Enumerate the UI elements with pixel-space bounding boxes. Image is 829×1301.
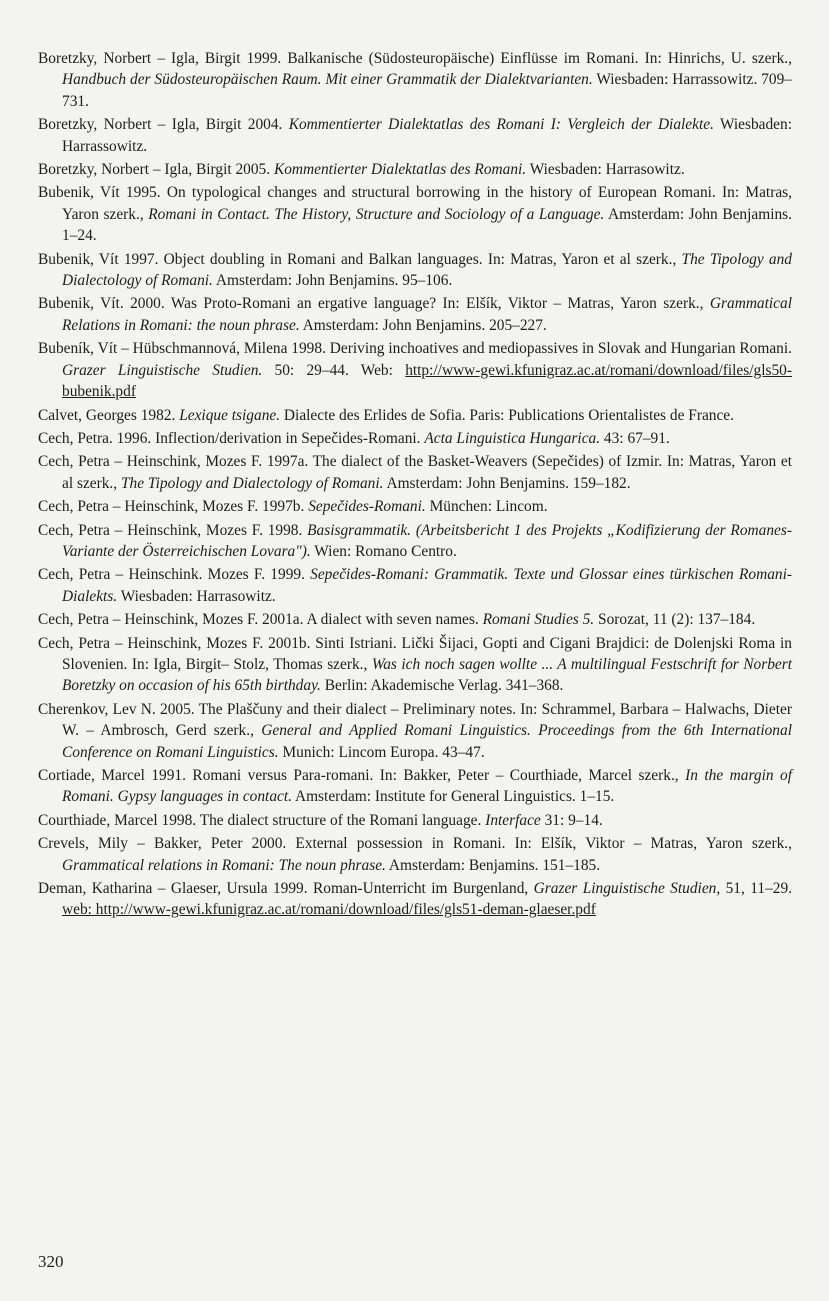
- reference-entry: Boretzky, Norbert – Igla, Birgit 2004. Kommentierter Dialektatlas des Romani I: Vergleich der Dialekte. Wiesbaden: Harrassowitz.: [38, 116, 792, 155]
- reference-entry: Cech, Petra. 1996. Inflection/derivation in Sepečides-Romani. Acta Linguistica Hungarica. 43: 67–91.: [38, 429, 670, 447]
- reference-entry: Deman, Katharina – Glaeser, Ursula 1999. Roman-Unterricht im Burgenland, Grazer Linguistische Studien, 51, 11–29. web: http://www-gewi.kfunigraz.ac.at/romani/download/files/gls51-deman-glaeser.pdf: [38, 880, 793, 919]
- reference-entry: Crevels, Mily – Bakker, Peter 2000. External possession in Romani. In: Elšík, Viktor – Matras, Yaron szerk., Grammatical relations in Romani: The noun phrase. Amsterdam: Benjamins. 151–185.: [38, 835, 792, 874]
- reference-entry: Bubenik, Vít. 2000. Was Proto-Romani an ergative language? In: Elšík, Viktor – Matras, Yaron szerk., Grammatical Relations in Romani: the noun phrase. Amsterdam: John Benjamins. 205–227.: [38, 295, 792, 334]
- reference-entry: Bubenik, Vít 1997. Object doubling in Romani and Balkan languages. In: Matras, Yaron et al szerk., The Tipology and Dialectology of Romani. Amsterdam: John Benjamins. 95–106.: [38, 250, 792, 290]
- reference-entry: Cherenkov, Lev N. 2005. The Plaščuny and their dialect – Preliminary notes. In: Schrammel, Barbara – Halwachs, Dieter W. – Ambrosch, Gerd szerk., General and Applied Romani Linguistics. Proceedings from the 6th International Conference on Romani Linguistics. Munich: Lincom Europa. 43–47.: [38, 700, 792, 761]
- reference-entry: Boretzky, Norbert – Igla, Birgit 2005. Kommentierter Dialektatlas des Romani. Wiesbaden: Harrasowitz.: [38, 161, 685, 179]
- reference-entry: Courthiade, Marcel 1998. The dialect structure of the Romani language. Interface 31: 9–14.: [38, 811, 603, 829]
- reference-link[interactable]: http://www-gewi.kfunigraz.ac.at/romani/download/files/gls50-bubenik.pdf: [62, 361, 792, 401]
- reference-entry: Calvet, Georges 1982. Lexique tsigane. Dialecte des Erlides de Sofia. Paris: Publications Orientalistes de France.: [38, 406, 734, 424]
- reference-entry: Cech, Petra – Heinschink, Mozes F. 1997b. Sepečides-Romani. München: Lincom.: [38, 498, 548, 516]
- reference-entry: Bubeník, Vít – Hübschmannová, Milena 1998. Deriving inchoatives and mediopassives in Slovak and Hungarian Romani. Grazer Linguistische Studien. 50: 29–44. Web: http://www-gewi.kfunigraz.ac.at/romani/download/files/gls50-bubenik.pdf: [38, 340, 792, 401]
- reference-entry: Cech, Petra – Heinschink, Mozes F. 2001a. A dialect with seven names. Romani Studies 5. Sorozat, 11 (2): 137–184.: [38, 611, 756, 629]
- reference-entry: Cech, Petra – Heinschink. Mozes F. 1999. Sepečides-Romani: Grammatik. Texte und Glossar eines türkischen Romani-Dialekts. Wiesbaden: Harrasowitz.: [38, 566, 792, 605]
- bibliography-list: [38, 48, 792, 923]
- reference-link[interactable]: web: http://www-gewi.kfunigraz.ac.at/romani/download/files/gls51-deman-glaeser.pdf: [62, 901, 596, 919]
- reference-entry: Cech, Petra – Heinschink, Mozes F. 1997a. The dialect of the Basket-Weavers (Sepečides) of Izmir. In: Matras, Yaron et al szerk., The Tipology and Dialectology of Romani. Amsterdam: John Benjamins. 159–182.: [38, 453, 792, 492]
- reference-entry: Cech, Petra – Heinschink, Mozes F. 2001b. Sinti Istriani. Lički Šijaci, Gopti and Cigani Brajdici: de Dolenjski Roma in Slovenien. In: Igla, Birgit– Stolz, Thomas szerk., Was ich noch sagen wollte ... A multilingual Festschrift for Norbert Boretzky on occasion of his 65th birthday. Berlin: Akademische Verlag. 341–368.: [38, 634, 792, 695]
- reference-entry: Cortiade, Marcel 1991. Romani versus Para-romani. In: Bakker, Peter – Courthiade, Marcel szerk., In the margin of Romani. Gypsy languages in contact. Amsterdam: Institute for General Linguistics. 1–15.: [38, 767, 792, 806]
- reference-entry: Boretzky, Norbert – Igla, Birgit 1999. Balkanische (Südosteuropäische) Einflüsse im Romani. In: Hinrichs, U. szerk., Handbuch der Südosteuropäischen Raum. Mit einer Grammatik der Dialektvarianten. Wiesbaden: Harrassowitz. 709–731.: [38, 50, 792, 110]
- reference-entry: Bubenik, Vít 1995. On typological changes and structural borrowing in the history of European Romani. In: Matras, Yaron szerk., Romani in Contact. The History, Structure and Sociology of a Language. Amsterdam: John Benjamins. 1–24.: [38, 184, 792, 245]
- page-number: 320: [38, 1252, 64, 1271]
- reference-entry: Cech, Petra – Heinschink, Mozes F. 1998. Basisgrammatik. (Arbeitsbericht 1 des Projekts „Kodifizierung der Romanes-Variante der Österreichischen Lovara"). Wien: Romano Centro.: [38, 521, 792, 560]
